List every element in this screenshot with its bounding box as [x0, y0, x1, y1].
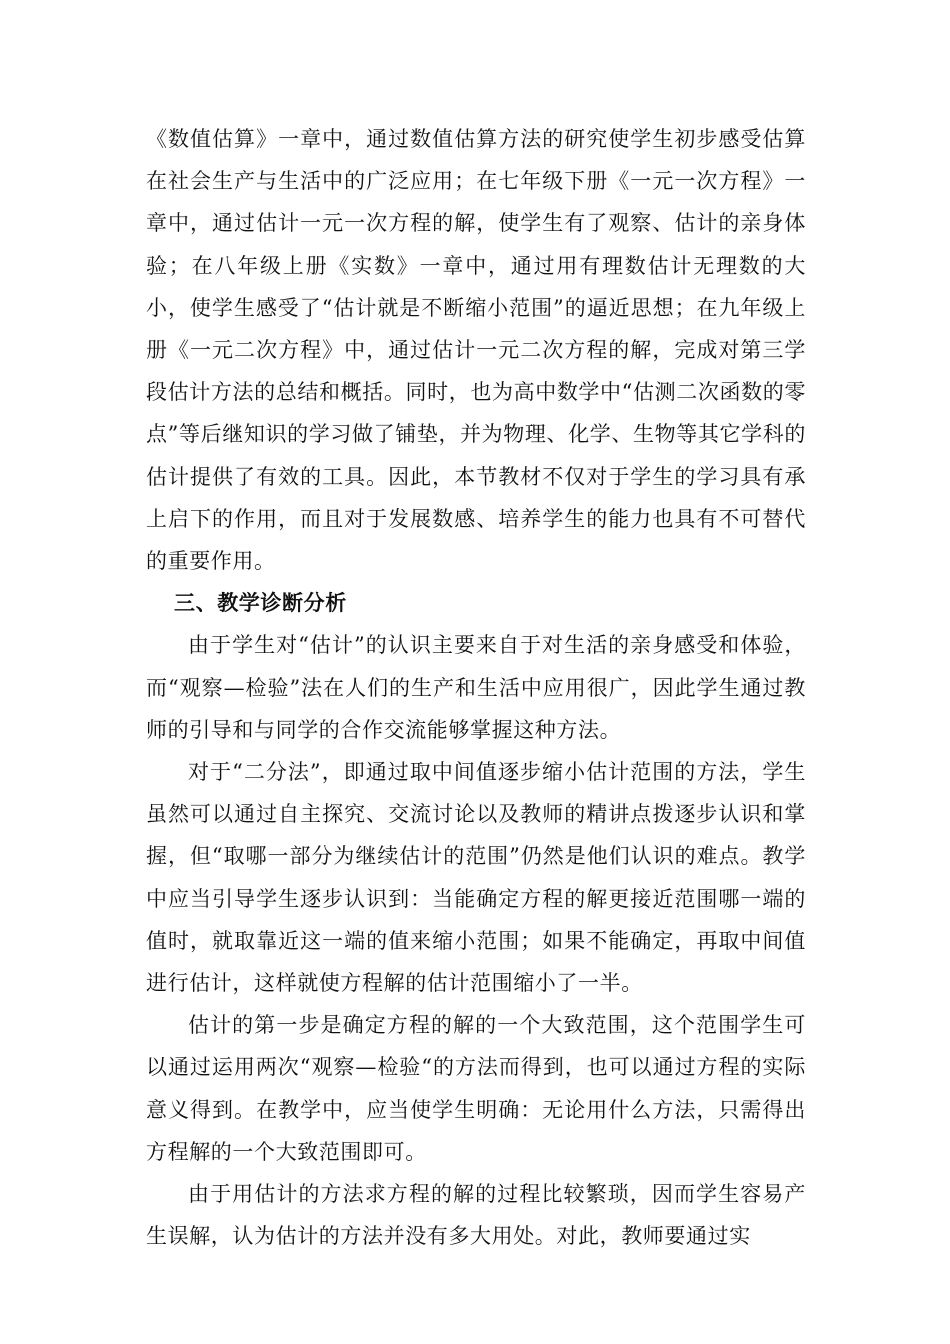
- paragraph-observe-check: 由于学生对“估计”的认识主要来自于对生活的亲身感受和体验，而“观察—检验”法在人们的生产和生活中应用很广，因此学生通过教师的引导和与同学的合作交流能够掌握这种方法。: [146, 633, 806, 742]
- paragraph-continued: 《数值估算》一章中，通过数值估算方法的研究使学生初步感受估算在社会生产与生活中的广泛应用；在七年级下册《一元一次方程》一章中，通过估计一元一次方程的解，使学生有了观察、估计的亲身体验；在八年级上册《实数》一章中，通过用有理数估计无理数的大小，使学生感受了“估计就是不断缩小范围”的逼近思想；在九年级上册《一元二次方程》中，通过估计一元二次方程的解，完成对第三学段估计方法的总结和概括。同时，也为高中数学中“估测二次函数的零点”等后继知识的学习做了铺垫，并为物理、化学、生物等其它学科的估计提供了有效的工具。因此，本节教材不仅对于学生的学习具有承上启下的作用，而且对于发展数感、培养学生的能力也具有不可替代的重要作用。: [146, 127, 806, 574]
- paragraph-misconception: 由于用估计的方法求方程的解的过程比较繁琐，因而学生容易产生误解，认为估计的方法并没有多大用处。对此，教师要通过实: [146, 1182, 806, 1249]
- paragraph-range-estimate: 估计的第一步是确定方程的解的一个大致范围，这个范围学生可以通过运用两次“观察—检验“的方法而得到，也可以通过方程的实际意义得到。在教学中，应当使学生明确：无论用什么方法，只需得出方程解的一个大致范围即可。: [146, 1013, 806, 1164]
- paragraph-bisection: 对于“二分法”，即通过取中间值逐步缩小估计范围的方法，学生虽然可以通过自主探究、交流讨论以及教师的精讲点拨逐步认识和掌握，但“取哪一部分为继续估计的范围”仍然是他们认识的难点。教学中应当引导学生逐步认识到：当能确定方程的解更接近范围哪一端的值时，就取靠近这一端的值来缩小范围；如果不能确定，再取中间值进行估计，这样就使方程解的估计范围缩小了一半。: [146, 760, 806, 996]
- document-body: [146, 118, 806, 1257]
- section-heading: 三、教学诊断分析: [174, 591, 347, 616]
